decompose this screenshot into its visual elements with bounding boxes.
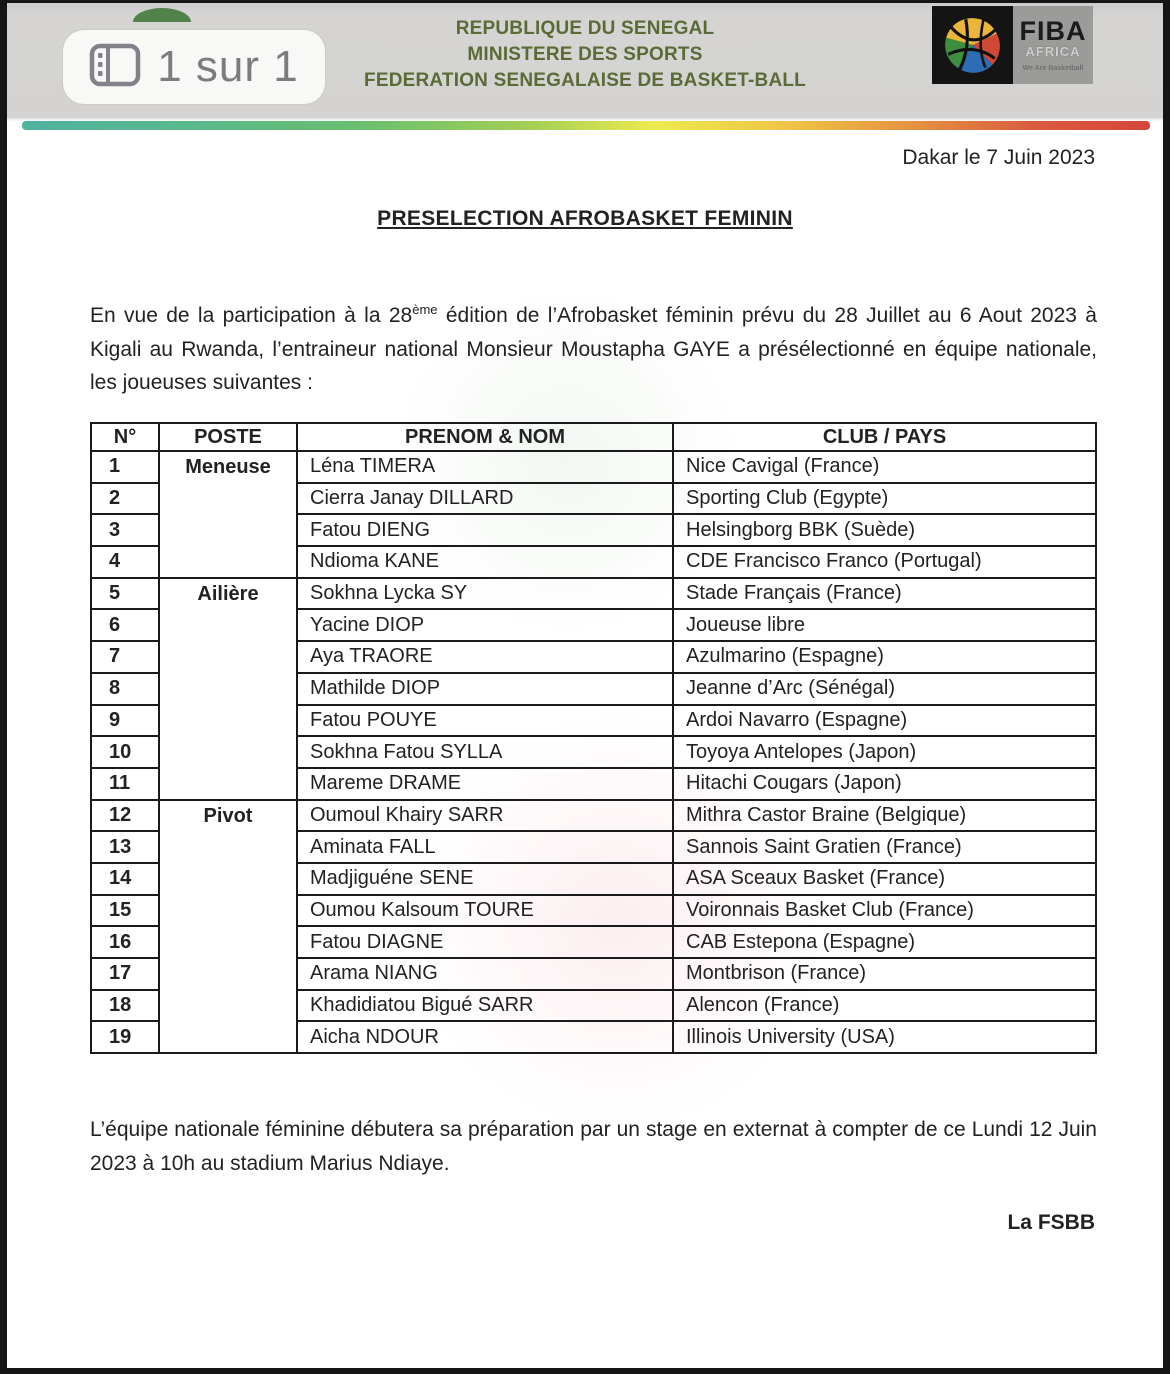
player-club: Sporting Club (Egypte) (673, 483, 1096, 515)
table-row (91, 578, 1096, 610)
player-club: Illinois University (USA) (673, 1021, 1096, 1053)
player-name: Fatou DIAGNE (297, 926, 673, 958)
player-name: Khadidiatou Bigué SARR (297, 990, 673, 1022)
column-header-0: N° (91, 423, 159, 451)
player-name: Aminata FALL (297, 831, 673, 863)
player-name: Léna TIMERA (297, 451, 673, 483)
player-number: 9 (91, 705, 159, 737)
document-title: PRESELECTION AFROBASKET FEMININ (377, 207, 793, 230)
document-page (7, 3, 1163, 1368)
player-number: 17 (91, 958, 159, 990)
player-number: 4 (91, 546, 159, 578)
signature: La FSBB (1007, 1211, 1095, 1234)
player-name: Ndioma KANE (297, 546, 673, 578)
player-number: 15 (91, 895, 159, 927)
africa-label: AFRICA (1025, 44, 1081, 59)
viewer-header-bar (7, 3, 1163, 118)
letterhead-line-3: FEDERATION SENEGALAISE DE BASKET-BALL (364, 70, 806, 91)
player-club: ASA Sceaux Basket (France) (673, 863, 1096, 895)
player-club: Nice Cavigal (France) (673, 451, 1096, 483)
letterhead-line-2: MINISTERE DES SPORTS (467, 44, 703, 65)
player-name: Oumou Kalsoum TOURE (297, 895, 673, 927)
player-club: Voironnais Basket Club (France) (673, 895, 1096, 927)
table-row (91, 451, 1096, 483)
player-number: 16 (91, 926, 159, 958)
player-club: Montbrison (France) (673, 958, 1096, 990)
player-number: 7 (91, 641, 159, 673)
date-line: Dakar le 7 Juin 2023 (902, 146, 1095, 169)
senegal-rainbow-rule (22, 121, 1150, 130)
player-club: CDE Francisco Franco (Portugal) (673, 546, 1096, 578)
player-number: 19 (91, 1021, 159, 1053)
player-name: Yacine DIOP (297, 609, 673, 641)
player-club: Jeanne d’Arc (Sénégal) (673, 673, 1096, 705)
poste-group: Ailière (159, 578, 297, 800)
player-number: 8 (91, 673, 159, 705)
player-name: Arama NIANG (297, 958, 673, 990)
player-club: Mithra Castor Braine (Belgique) (673, 800, 1096, 832)
player-club: Stade Français (France) (673, 578, 1096, 610)
player-name: Fatou POUYE (297, 705, 673, 737)
fiba-wordmark (1013, 6, 1093, 84)
table-header-row (91, 423, 1096, 451)
player-club: Hitachi Cougars (Japon) (673, 768, 1096, 800)
player-name: Mathilde DIOP (297, 673, 673, 705)
table-row (91, 800, 1096, 832)
column-header-3: CLUB / PAYS (673, 423, 1096, 451)
column-header-1: POSTE (159, 423, 297, 451)
document-content (7, 131, 1163, 1368)
intro-superscript: ème (412, 302, 438, 317)
intro-text-post: édition de l’Afrobasket féminin prévu du 28 Juillet au 6 Aout 2023 à Kigali au Rwanda, l’entraineur national Monsieur Moustapha GAYE a présélectionné en équipe nationale, les joueuses suivantes : (90, 304, 1097, 394)
player-name: Aya TRAORE (297, 641, 673, 673)
intro-text-pre: En vue de la participation à la 28 (90, 304, 413, 327)
page-indicator-label: 1 sur 1 (157, 42, 299, 91)
fiba-africa-logo (932, 6, 1093, 84)
fiba-ball-icon (932, 6, 1013, 84)
fiba-tagline: We Are Basketball (1022, 65, 1084, 72)
player-club: Ardoi Navarro (Espagne) (673, 705, 1096, 737)
player-club: Sannois Saint Gratien (France) (673, 831, 1096, 863)
player-club: Azulmarino (Espagne) (673, 641, 1096, 673)
player-name: Madjiguéne SENE (297, 863, 673, 895)
fiba-label: FIBA (1019, 16, 1087, 46)
player-number: 11 (91, 768, 159, 800)
player-club: Toyoya Antelopes (Japon) (673, 736, 1096, 768)
player-name: Sokhna Fatou SYLLA (297, 736, 673, 768)
player-name: Fatou DIENG (297, 514, 673, 546)
player-number: 5 (91, 578, 159, 610)
player-number: 2 (91, 483, 159, 515)
player-number: 13 (91, 831, 159, 863)
player-name: Mareme DRAME (297, 768, 673, 800)
players-table (90, 422, 1097, 1054)
player-name: Oumoul Khairy SARR (297, 800, 673, 832)
player-name: Sokhna Lycka SY (297, 578, 673, 610)
player-club: Alencon (France) (673, 990, 1096, 1022)
player-name: Cierra Janay DILLARD (297, 483, 673, 515)
letterhead-line-1: REPUBLIQUE DU SENEGAL (455, 18, 715, 39)
player-number: 10 (91, 736, 159, 768)
player-number: 14 (91, 863, 159, 895)
player-club: CAB Estepona (Espagne) (673, 926, 1096, 958)
player-number: 6 (91, 609, 159, 641)
player-number: 12 (91, 800, 159, 832)
column-header-2: PRENOM & NOM (297, 423, 673, 451)
player-club: Helsingborg BBK (Suède) (673, 514, 1096, 546)
player-club: Joueuse libre (673, 609, 1096, 641)
intro-paragraph (90, 293, 1097, 400)
player-number: 18 (91, 990, 159, 1022)
player-name: Aicha NDOUR (297, 1021, 673, 1053)
player-number: 1 (91, 451, 159, 483)
closing-paragraph: L’équipe nationale féminine débutera sa préparation par un stage en externat à compter de ce Lundi 12 Juin 2023 à 10h au stadium Marius Ndiaye. (90, 1118, 1097, 1175)
poste-group: Meneuse (159, 451, 297, 578)
poste-group: Pivot (159, 800, 297, 1054)
player-number: 3 (91, 514, 159, 546)
